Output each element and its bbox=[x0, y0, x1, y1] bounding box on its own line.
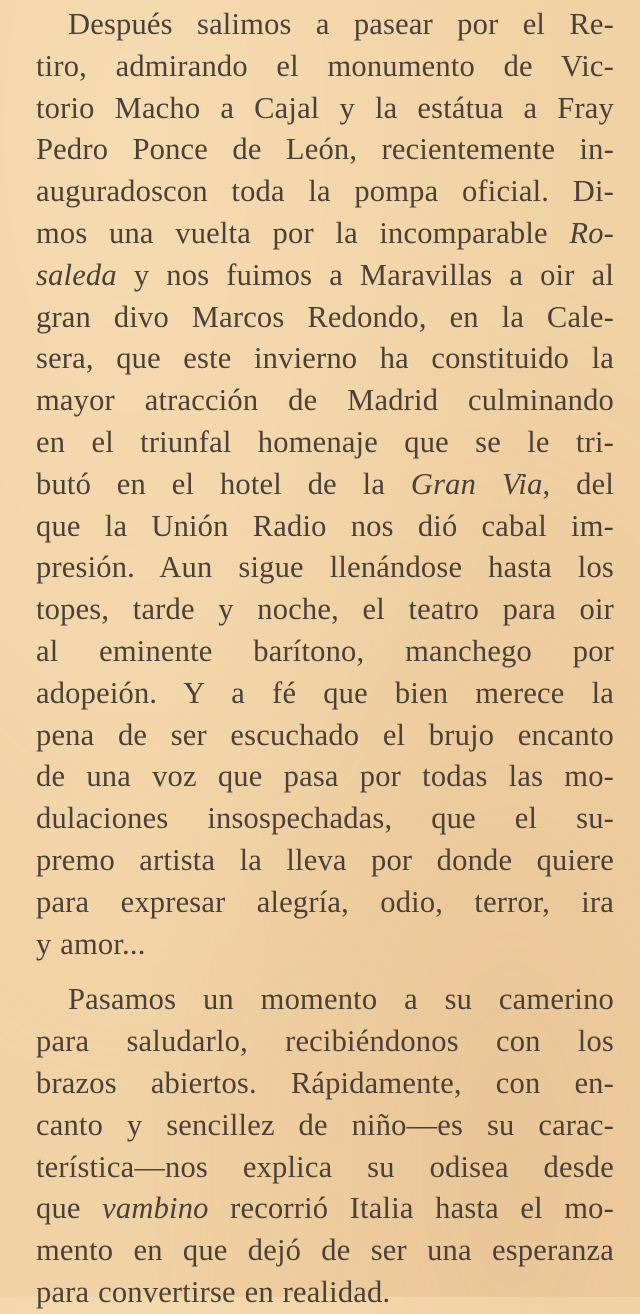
text-line: Pedro Ponce de León, recientemente in- bbox=[36, 132, 614, 167]
text-line: pena de ser escuchado el brujo encanto bbox=[36, 717, 614, 752]
text-line: que la Unión Radio nos dió cabal im- bbox=[36, 508, 614, 543]
text-line: Pasamos un momento a su camerino bbox=[68, 982, 614, 1017]
text-line bbox=[36, 1188, 614, 1230]
text-line: dulaciones insospechadas, que el su- bbox=[36, 801, 614, 836]
paragraph-gap bbox=[36, 965, 614, 979]
text-line bbox=[36, 213, 614, 255]
text-line bbox=[36, 255, 614, 297]
text-line: en el triunfal homenaje que se le tri- bbox=[36, 424, 614, 459]
text-segment: y nos fuimos a Maravillas a oir al bbox=[116, 257, 614, 292]
text-line: para expresar alegría, odio, terror, ira bbox=[36, 884, 614, 919]
text-line: auguradoscon toda la pompa oficial. Di- bbox=[36, 174, 614, 209]
text-line: canto y sencillez de niño—es su carac- bbox=[36, 1107, 614, 1142]
text-line: Después salimos a pasear por el Re- bbox=[68, 7, 614, 41]
text-line: topes, tarde y noche, el teatro para oir bbox=[36, 592, 614, 627]
text-line: al eminente barítono, manchego por bbox=[36, 633, 614, 668]
text-segment: mos una vuelta por la incomparable bbox=[36, 215, 570, 250]
text-line: para convertirse en realidad. bbox=[36, 1274, 391, 1309]
text-segment: butó en el hotel de la bbox=[36, 466, 411, 501]
text-line: terística—nos explica su odisea desde bbox=[36, 1149, 614, 1184]
text-line: brazos abiertos. Rápidamente, con en- bbox=[36, 1065, 614, 1100]
text-line: para saludarlo, recibiéndonos con los bbox=[36, 1024, 614, 1059]
text-segment: , del bbox=[542, 466, 615, 501]
text-line bbox=[36, 464, 614, 506]
text-line: de una voz que pasa por todas las mo- bbox=[36, 759, 614, 794]
text-line: sera, que este invierno ha constituido la bbox=[36, 341, 614, 376]
text-line: torio Macho a Cajal y la estátua a Fray bbox=[36, 90, 614, 125]
text-line: y amor... bbox=[36, 926, 146, 961]
text-segment: recorrió Italia hasta el mo- bbox=[208, 1191, 614, 1226]
text-line: mento en que dejó de ser una esperanza bbox=[36, 1233, 614, 1268]
italic-text: vambino bbox=[102, 1191, 209, 1226]
text-line: tiro, admirando el monumento de Vic- bbox=[36, 48, 614, 83]
text-line: mayor atracción de Madrid culminando bbox=[36, 383, 614, 418]
paragraph-2 bbox=[36, 979, 614, 1313]
italic-text: Gran Via bbox=[410, 466, 543, 501]
text-line: gran divo Marcos Redondo, en la Cale- bbox=[36, 299, 614, 334]
text-line: adopeión. Y a fé que bien merece la bbox=[36, 675, 614, 710]
text-line: premo artista la lleva por donde quiere bbox=[36, 842, 614, 877]
text-line: presión. Aun sigue llenándose hasta los bbox=[36, 550, 614, 585]
paragraph-1 bbox=[36, 4, 614, 965]
text-segment: que bbox=[36, 1191, 103, 1226]
italic-text: Ro- bbox=[569, 215, 614, 250]
italic-text: saleda bbox=[36, 257, 117, 292]
